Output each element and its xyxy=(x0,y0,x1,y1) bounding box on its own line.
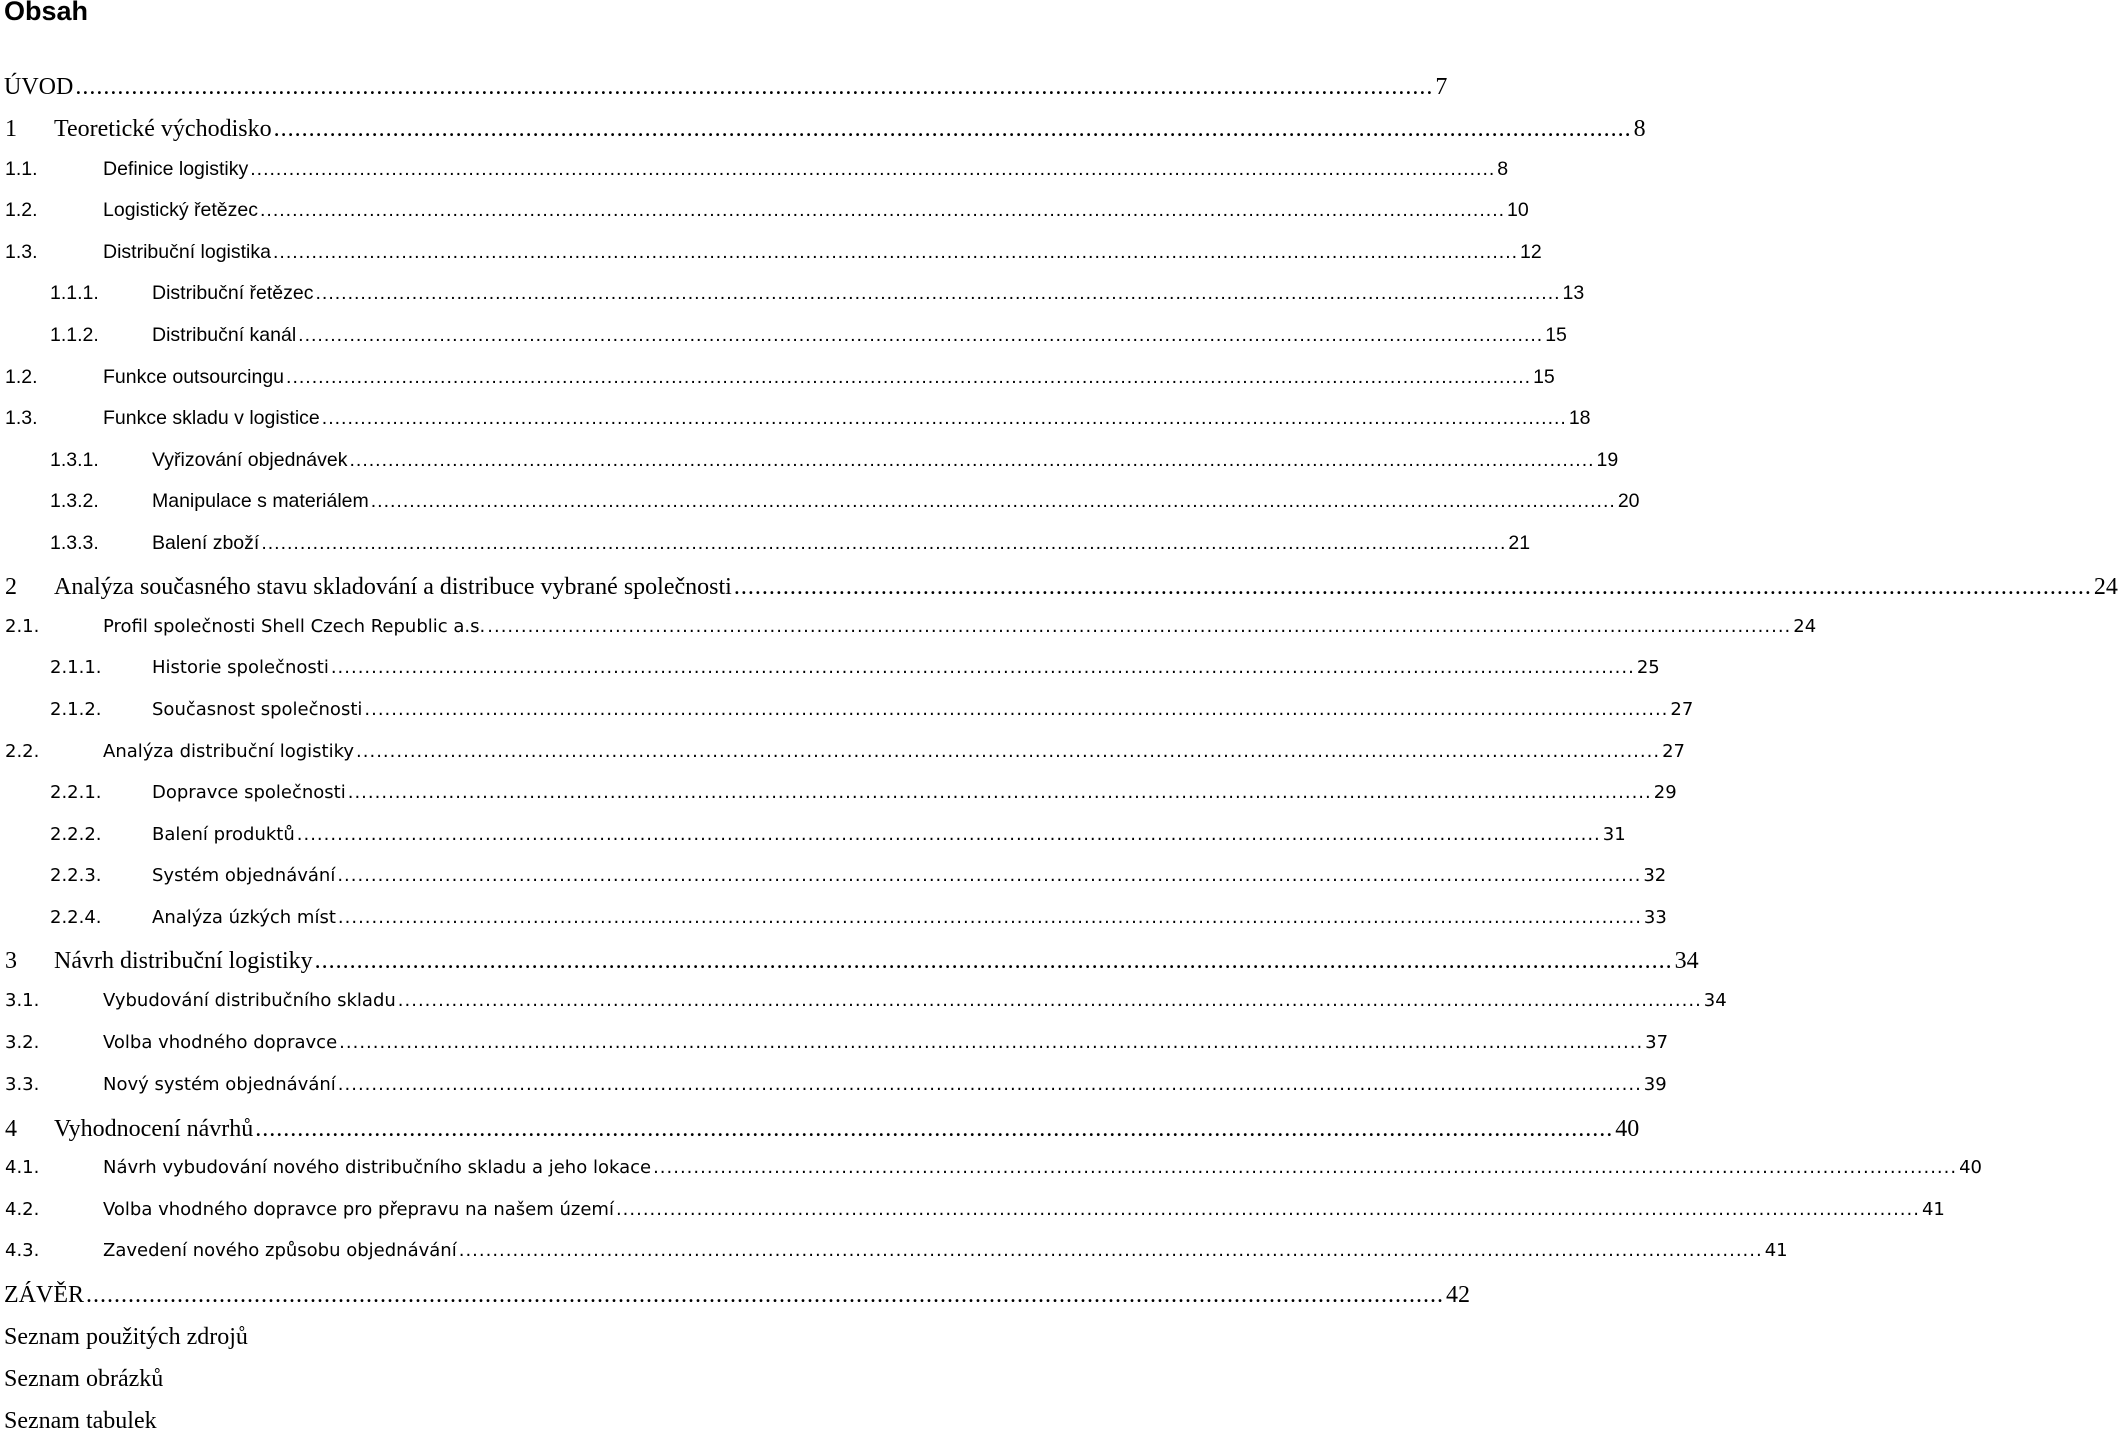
toc-entry-number: 4.2. xyxy=(5,1199,40,1220)
toc-entry-number: 2.1.1. xyxy=(50,657,102,678)
toc-entry-label: Seznam tabulek xyxy=(4,1408,157,1434)
toc-entry-number: 1.3.3. xyxy=(50,532,99,554)
toc-entry-subsection[interactable] xyxy=(0,282,1585,316)
toc-leader: .................................................................................................................................................................................................. xyxy=(653,1157,1958,1178)
toc-leader: .................................................................................................................................................................................................. xyxy=(364,699,1669,720)
toc-entry-subsection[interactable] xyxy=(0,865,1667,899)
toc-entry-label: Volba vhodného dopravce xyxy=(103,1032,338,1053)
toc-entry-number: 2.2.4. xyxy=(50,907,102,928)
toc-entry-subsection[interactable] xyxy=(0,657,1660,691)
toc-leader: .................................................................................................................................................................................................. xyxy=(337,865,1642,886)
toc-page-number: 12 xyxy=(1520,241,1542,263)
toc-page-number: 10 xyxy=(1507,199,1529,221)
toc-entry-subsection[interactable] xyxy=(0,907,1667,941)
toc-entry-number: 1.3.1. xyxy=(50,449,99,471)
toc-entry-label: Balení zboží xyxy=(152,532,260,554)
toc-entry-section[interactable] xyxy=(0,1157,1982,1191)
toc-entry-number: 2.2.2. xyxy=(50,824,102,845)
toc-leader: .................................................................................................................................................................................................. xyxy=(315,282,1561,304)
toc-page-number: 15 xyxy=(1533,366,1555,388)
toc-entry-label: Profil společnosti Shell Czech Republic a.s. xyxy=(103,616,486,637)
toc-page-number: 42 xyxy=(1446,1282,1470,1308)
toc-entry-number: 3 xyxy=(5,948,17,974)
toc-page-number: 29 xyxy=(1653,782,1677,803)
toc-entry-number: 4.3. xyxy=(5,1240,40,1261)
toc-entry-figures[interactable] xyxy=(0,1366,962,1400)
toc-entry-subsection[interactable] xyxy=(0,782,1677,816)
toc-entry-label: Analýza distribuční logistiky xyxy=(103,741,355,762)
toc-page-number: 37 xyxy=(1645,1032,1669,1053)
toc-entry-section[interactable] xyxy=(0,616,1817,650)
toc-page-number: 41 xyxy=(1764,1240,1788,1261)
toc-page-number: 27 xyxy=(1662,741,1685,762)
toc-entry-number: 1.3. xyxy=(5,241,38,263)
toc-page-number: 32 xyxy=(1643,865,1667,886)
toc-entry-sources[interactable] xyxy=(0,1324,962,1358)
toc-entry-label: Manipulace s materiálem xyxy=(152,490,369,512)
toc-page-number: 21 xyxy=(1508,532,1531,554)
toc-leader: .................................................................................................................................................................................................. xyxy=(86,1282,1444,1308)
toc-page-number: 20 xyxy=(1617,490,1640,512)
toc-entry-section[interactable] xyxy=(0,241,1542,275)
toc-entry-section[interactable] xyxy=(0,158,1509,192)
toc-page-number: 33 xyxy=(1643,907,1667,928)
toc-leader: .................................................................................................................................................................................................. xyxy=(370,490,1616,512)
toc-page-number: 7 xyxy=(1435,74,1448,100)
toc-leader: .................................................................................................................................................................................................. xyxy=(349,449,1595,471)
toc-page-number: 34 xyxy=(1674,948,1699,974)
toc-entry-number: 2.1. xyxy=(5,616,40,637)
toc-entry-number: 2.1.2. xyxy=(50,699,102,720)
toc-entry-number: 3.1. xyxy=(5,990,40,1011)
toc-entry-label: Distribuční kanál xyxy=(152,324,297,346)
toc-entry-number: 3.3. xyxy=(5,1074,40,1095)
toc-entry-label: Funkce outsourcingu xyxy=(103,366,285,388)
toc-entry-label: Návrh vybudování nového distribučního skladu a jeho lokace xyxy=(103,1157,652,1178)
toc-page-number: 8 xyxy=(1497,158,1509,180)
toc-entry-number: 3.2. xyxy=(5,1032,40,1053)
toc-page-number: 8 xyxy=(1633,116,1646,142)
toc-leader: .................................................................................................................................................................................................. xyxy=(321,407,1567,429)
toc-leader: .................................................................................................................................................................................................. xyxy=(356,741,1661,762)
toc-page-number: 18 xyxy=(1568,407,1591,429)
toc-entry-label: Vyřizování objednávek xyxy=(152,449,348,471)
toc-page-number: 24 xyxy=(1793,616,1817,637)
toc-entry-number: 4.1. xyxy=(5,1157,40,1178)
toc-entry-label: Vybudování distribučního skladu xyxy=(103,990,396,1011)
toc-leader: .................................................................................................................................................................................................. xyxy=(272,241,1519,263)
toc-leader: .................................................................................................................................................................................................. xyxy=(314,948,1673,974)
toc-entry-number: 2.2.3. xyxy=(50,865,102,886)
toc-leader: .................................................................................................................................................................................................. xyxy=(296,824,1601,845)
toc-entry-number: 1.1.2. xyxy=(50,324,99,346)
toc-leader: .................................................................................................................................................................................................. xyxy=(339,1032,1644,1053)
toc-entry-section[interactable] xyxy=(0,990,1727,1024)
toc-page-number: 27 xyxy=(1670,699,1694,720)
toc-leader: .................................................................................................................................................................................................. xyxy=(330,657,1635,678)
toc-entry-number: 2.2.1. xyxy=(50,782,102,803)
toc-entry-number: 1.3. xyxy=(5,407,38,429)
toc-entry-section[interactable] xyxy=(0,1032,1669,1066)
toc-page-number: 41 xyxy=(1921,1199,1945,1220)
toc-entry-label: ÚVOD xyxy=(4,74,74,100)
toc-entry-label: Historie společnosti xyxy=(152,657,329,678)
toc-entry-label: ZÁVĚR xyxy=(4,1282,84,1308)
toc-entry-section[interactable] xyxy=(0,1074,1667,1108)
toc-entry-label: Návrh distribuční logistiky xyxy=(54,948,313,974)
toc-page-number: 13 xyxy=(1562,282,1585,304)
toc-entry-number: 4 xyxy=(5,1116,17,1142)
toc-entry-number: 1.1. xyxy=(5,158,38,180)
toc-leader: .................................................................................................................................................................................................. xyxy=(255,1116,1614,1142)
toc-entry-subsection[interactable] xyxy=(0,824,1626,858)
toc-page-number: 40 xyxy=(1959,1157,1982,1178)
toc-entry-uvod[interactable] xyxy=(0,74,1448,108)
toc-leader: .................................................................................................................................................................................................. xyxy=(259,199,1506,221)
toc-leader: .................................................................................................................................................................................................. xyxy=(337,907,1642,928)
toc-entry-subsection[interactable] xyxy=(0,699,1694,733)
toc-entry-chapter[interactable] xyxy=(0,948,1699,982)
toc-entry-section[interactable] xyxy=(0,366,1555,400)
toc-entry-label: Systém objednávání xyxy=(152,865,336,886)
toc-entry-label: Vyhodnocení návrhů xyxy=(54,1116,254,1142)
toc-entry-label: Současnost společnosti xyxy=(152,699,363,720)
toc-entry-subsection[interactable] xyxy=(0,532,1531,566)
toc-leader: .................................................................................................................................................................................................. xyxy=(337,1074,1642,1095)
toc-leader: .................................................................................................................................................................................................. xyxy=(250,158,1496,180)
toc-entry-chapter[interactable] xyxy=(0,1116,1640,1150)
toc-entry-label: Seznam použitých zdrojů xyxy=(4,1324,248,1350)
toc-entry-label: Distribuční řetězec xyxy=(152,282,314,304)
toc-entry-number: 1 xyxy=(5,116,17,142)
toc-entry-label: Distribuční logistika xyxy=(103,241,271,263)
toc-leader: .................................................................................................................................................................................................. xyxy=(397,990,1702,1011)
toc-entry-chapter[interactable] xyxy=(0,574,2118,608)
toc-entry-subsection[interactable] xyxy=(0,449,1619,483)
toc-entry-label: Teoretické východisko xyxy=(54,116,272,142)
toc-entry-label: Dopravce společnosti xyxy=(152,782,346,803)
toc-entry-zaver[interactable] xyxy=(0,1282,1470,1316)
toc-leader: .................................................................................................................................................................................................. xyxy=(286,366,1532,388)
toc-entry-subsection[interactable] xyxy=(0,324,1567,358)
toc-leader: .................................................................................................................................................................................................. xyxy=(615,1199,1920,1220)
toc-entry-section[interactable] xyxy=(0,741,1685,775)
toc-entry-number: 1.2. xyxy=(5,199,38,221)
toc-page-number: 40 xyxy=(1615,1116,1640,1142)
toc-entry-label: Seznam obrázků xyxy=(4,1366,164,1392)
toc-entry-label: Volba vhodného dopravce pro přepravu na našem území xyxy=(103,1199,614,1220)
toc-entry-number: 1.1.1. xyxy=(50,282,99,304)
toc-page-number: 25 xyxy=(1636,657,1660,678)
toc-entry-label: Definice logistiky xyxy=(103,158,249,180)
toc-page-number: 39 xyxy=(1643,1074,1667,1095)
toc-leader: .................................................................................................................................................................................................. xyxy=(75,74,1434,100)
toc-entry-section[interactable] xyxy=(0,1199,1945,1233)
toc-entry-number: 1.3.2. xyxy=(50,490,99,512)
toc-entry-label: Analýza úzkých míst xyxy=(152,907,336,928)
toc-entry-label: Zavedení nového způsobu objednávání xyxy=(103,1240,457,1261)
toc-entry-label: Nový systém objednávání xyxy=(103,1074,336,1095)
toc-entry-section[interactable] xyxy=(0,199,1529,233)
toc-leader: .................................................................................................................................................................................................. xyxy=(487,616,1792,637)
toc-entry-label: Analýza současného stavu skladování a distribuce vybrané společnosti xyxy=(54,574,732,600)
toc-entry-number: 2 xyxy=(5,574,17,600)
toc-page-number: 31 xyxy=(1602,824,1626,845)
toc-entry-label: Balení produktů xyxy=(152,824,295,845)
toc-page-number: 34 xyxy=(1703,990,1727,1011)
toc-entry-tables[interactable] xyxy=(0,1408,962,1442)
page-title: Obsah xyxy=(4,0,89,26)
toc-leader: .................................................................................................................................................................................................. xyxy=(261,532,1507,554)
toc-entry-number: 1.2. xyxy=(5,366,38,388)
toc-page-number: 19 xyxy=(1596,449,1619,471)
toc-leader: .................................................................................................................................................................................................. xyxy=(733,574,2092,600)
toc-leader: .................................................................................................................................................................................................. xyxy=(298,324,1544,346)
toc-entry-label: Funkce skladu v logistice xyxy=(103,407,320,429)
toc-entry-subsection[interactable] xyxy=(0,490,1640,524)
toc-page-number: 15 xyxy=(1545,324,1567,346)
toc-entry-label: Logistický řetězec xyxy=(103,199,258,221)
toc-entry-number: 2.2. xyxy=(5,741,40,762)
toc-page-number: 24 xyxy=(2093,574,2118,600)
toc-entry-section[interactable] xyxy=(0,407,1591,441)
toc-leader: .................................................................................................................................................................................................. xyxy=(347,782,1652,803)
toc-entry-section[interactable] xyxy=(0,1240,1788,1274)
toc-leader: .................................................................................................................................................................................................. xyxy=(273,116,1632,142)
toc-leader: .................................................................................................................................................................................................. xyxy=(458,1240,1763,1261)
toc-entry-chapter[interactable] xyxy=(0,116,1646,150)
